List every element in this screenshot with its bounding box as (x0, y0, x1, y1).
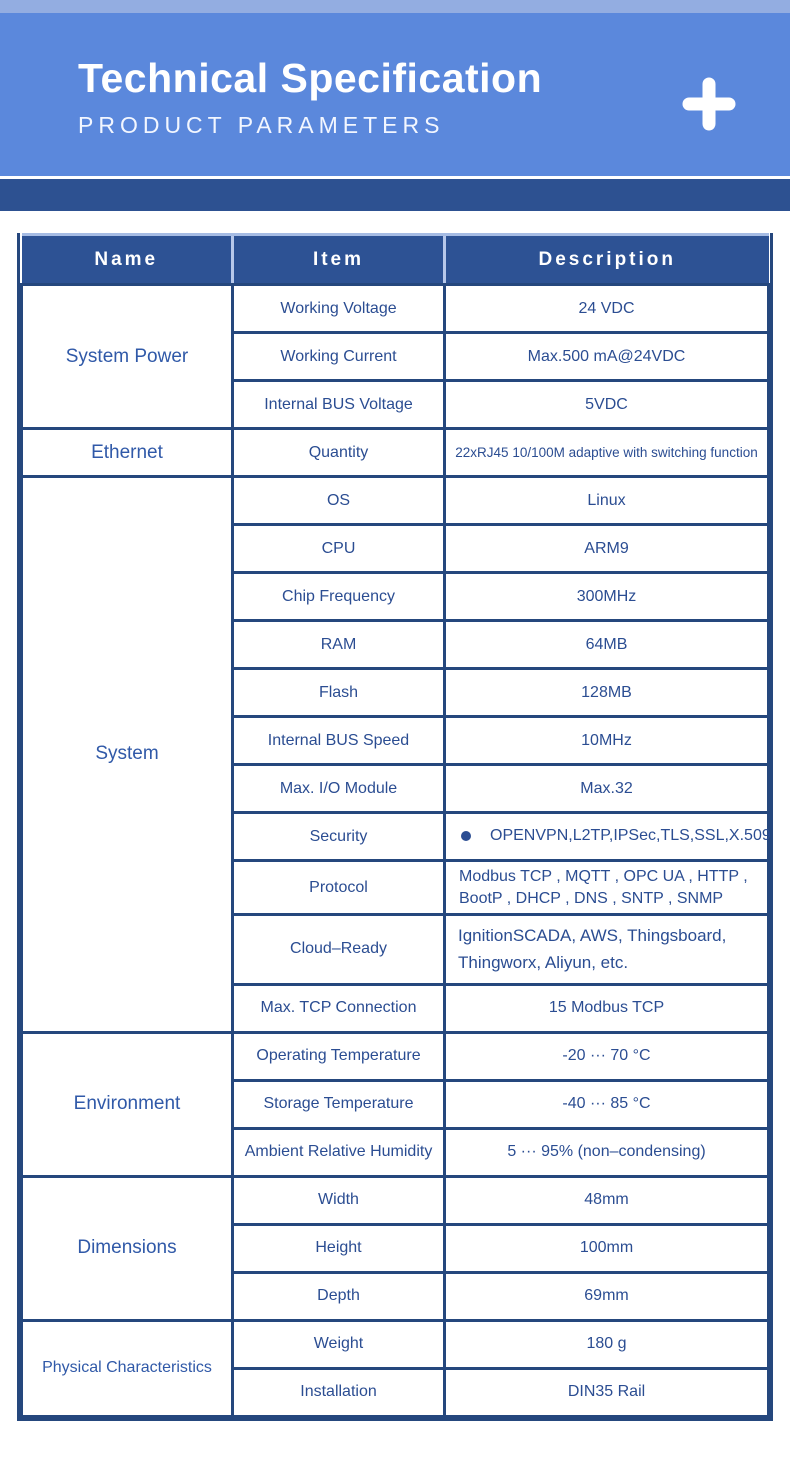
table-row (22, 1032, 769, 1080)
page-title: Technical Specification (78, 55, 543, 101)
group-name-ethernet: Ethernet (22, 429, 233, 477)
cell-desc: -20 ··· 70 °C (445, 1032, 769, 1080)
cell-desc: -40 ··· 85 °C (445, 1080, 769, 1128)
cell-item: Storage Temperature (233, 1080, 445, 1128)
cell-item: CPU (233, 525, 445, 573)
plus-icon (680, 75, 738, 133)
cell-item: Protocol (233, 861, 445, 915)
cell-item: Internal BUS Voltage (233, 381, 445, 429)
cell-item: Max. TCP Connection (233, 984, 445, 1032)
cell-desc: 5VDC (445, 381, 769, 429)
cell-item: Chip Frequency (233, 573, 445, 621)
cell-item: Weight (233, 1320, 445, 1368)
header-banner (0, 13, 790, 176)
col-header-name: Name (22, 235, 233, 285)
cell-item: Installation (233, 1368, 445, 1416)
cell-item: Height (233, 1224, 445, 1272)
security-desc-text: OPENVPN,L2TP,IPSec,TLS,SSL,X.509 (490, 827, 771, 844)
cell-item: Quantity (233, 429, 445, 477)
divider-band (0, 179, 790, 211)
cell-item: Operating Temperature (233, 1032, 445, 1080)
cell-desc: 15 Modbus TCP (445, 984, 769, 1032)
cell-desc: 128MB (445, 669, 769, 717)
cell-item: Flash (233, 669, 445, 717)
cell-desc: 48mm (445, 1176, 769, 1224)
cell-item: Working Current (233, 333, 445, 381)
bullet-icon (461, 831, 471, 841)
cell-desc: Modbus TCP , MQTT , OPC UA , HTTP , BootP , DHCP , DNS , SNTP , SNMP (445, 861, 769, 915)
cell-desc: Linux (445, 477, 769, 525)
cell-desc: 24 VDC (445, 285, 769, 333)
cell-item: Internal BUS Speed (233, 717, 445, 765)
cell-item: Security (233, 813, 445, 861)
cell-desc: 5 ··· 95% (non–condensing) (445, 1128, 769, 1176)
cell-desc: ARM9 (445, 525, 769, 573)
cell-item: Cloud–Ready (233, 915, 445, 984)
cell-desc: 180 g (445, 1320, 769, 1368)
table-row (22, 429, 769, 477)
cell-desc: IgnitionSCADA, AWS, Thingsboard, Thingworx, Aliyun, etc. (445, 915, 769, 984)
group-name-physical-characteristics: Physical Characteristics (22, 1320, 233, 1416)
cell-desc: 10MHz (445, 717, 769, 765)
cell-item: Depth (233, 1272, 445, 1320)
cell-desc: 64MB (445, 621, 769, 669)
cell-desc: Max.500 mA@24VDC (445, 333, 769, 381)
cell-item: Working Voltage (233, 285, 445, 333)
cell-item: Width (233, 1176, 445, 1224)
cell-desc: 100mm (445, 1224, 769, 1272)
cell-item: RAM (233, 621, 445, 669)
cell-desc: 300MHz (445, 573, 769, 621)
cell-desc (445, 813, 769, 861)
group-name-environment: Environment (22, 1032, 233, 1176)
group-name-dimensions: Dimensions (22, 1176, 233, 1320)
col-header-description: Description (445, 235, 769, 285)
group-name-system-power: System Power (22, 285, 233, 429)
cell-desc: 22xRJ45 10/100M adaptive with switching function (445, 429, 769, 477)
cell-item: Ambient Relative Humidity (233, 1128, 445, 1176)
table-row (22, 477, 769, 525)
cell-desc: Max.32 (445, 765, 769, 813)
col-header-item: Item (233, 235, 445, 285)
top-strip (0, 0, 790, 13)
cell-item: OS (233, 477, 445, 525)
table-row (22, 285, 769, 333)
cell-item: Max. I/O Module (233, 765, 445, 813)
cell-desc: DIN35 Rail (445, 1368, 769, 1416)
group-name-system: System (22, 477, 233, 1033)
table-header-row (22, 235, 769, 285)
page-subtitle: PRODUCT PARAMETERS (78, 112, 445, 139)
table-row (22, 1320, 769, 1368)
spec-table (17, 233, 773, 1421)
cell-desc: 69mm (445, 1272, 769, 1320)
table-row (22, 1176, 769, 1224)
